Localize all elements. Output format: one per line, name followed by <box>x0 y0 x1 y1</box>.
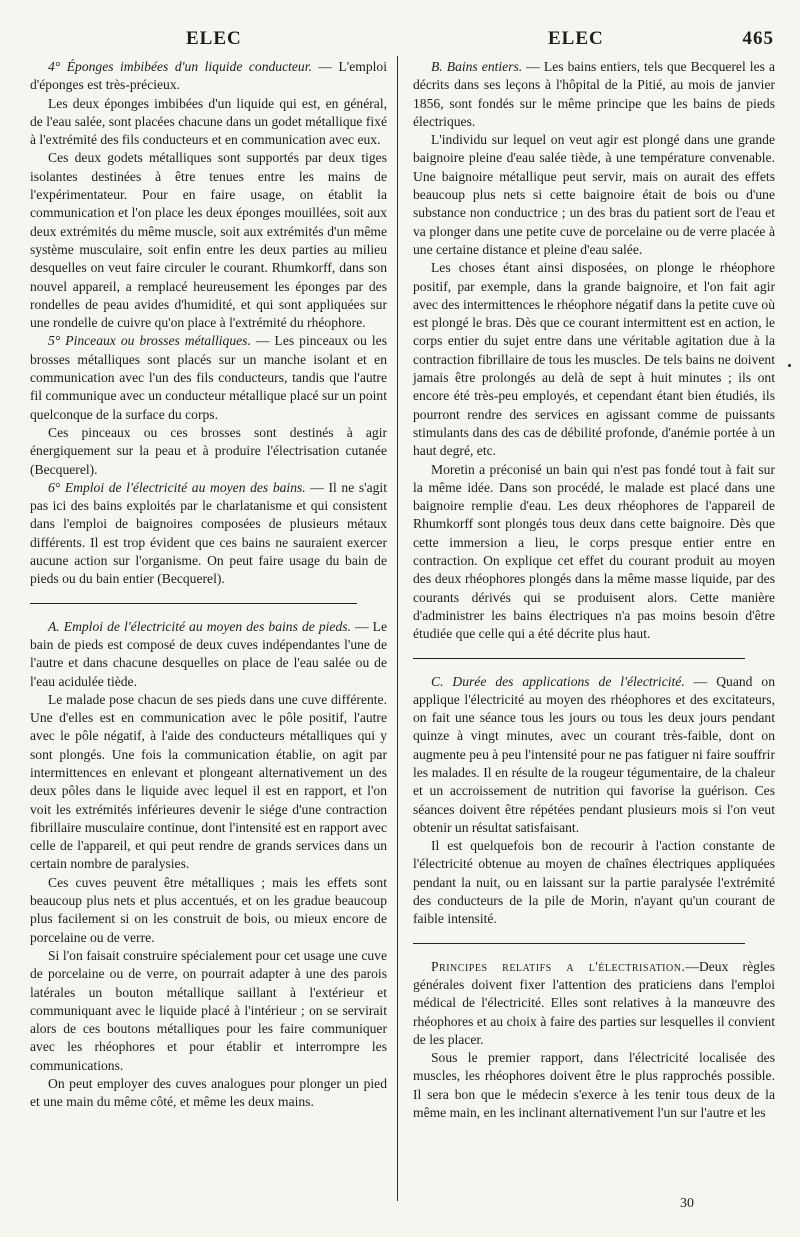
paragraph-heading: A. Emploi de l'électricité au moyen des bains de pieds. <box>48 618 351 634</box>
paragraph <box>413 958 775 1049</box>
paragraph-text: Les choses étant ainsi disposées, on plonge le rhéophore positif, par exemple, dans la grande baignoire, et l'on fait agir avec des intermittences le rhéophore négatif dans la petite cuve où est plongé le bras. Dès que ce courant intermittent est en action, le corps entier du sujet entre dans une véritable agitation due à la contraction fibrillaire de tous les muscles. De tels bains ne doivent jamais être prolongés au delà de sept à huit minutes ; ils ont encore été très-peu employés, et cependant étant bien étudiés, ils pourront rendre des services en agissant comme de puissants stimulants dans des cas de débilité profonde, d'anémie portée à un haut degré, etc. <box>413 260 775 459</box>
paragraph <box>413 837 775 928</box>
section-rule <box>413 658 745 659</box>
paragraph <box>30 618 387 691</box>
section-heading: Principes relatifs a l'électrisation. <box>431 958 686 974</box>
paragraph-heading: C. Durée des applications de l'électricité. <box>431 673 685 689</box>
paragraph-text: —Deux règles générales doivent fixer l'attention des praticiens dans l'emploi médical de l'électricité. Elles sont relatives à la manœuvre des rhéophores et au choix à faire des parties sur lesquelles il convient de les placer. <box>413 958 775 1047</box>
header-right-word: ELEC <box>548 28 604 49</box>
paragraph <box>30 479 387 589</box>
paragraph-text: Le malade pose chacun de ses pieds dans une cuve différente. Une d'elles est en communication avec le pôle positif, l'autre avec le pôle négatif, à l'aide des conducteurs métalliques qui y sont plongés. Une fois la communication établie, on agit par intermittences en enlevant et plongeant alternativement un des deux pôles dans le liquide avec lequel il est en rapport, et l'on voit les extrémités inférieures devenir le siége d'une contraction fibrillaire musculaire continue, dont l'intensité est en rapport avec celle de l'appareil, et qui peut rendre de grands services dans un certain nombre de paralysies. <box>30 691 387 872</box>
paragraph-text: On peut employer des cuves analogues pour plonger un pied et une main du même côté, et même les deux mains. <box>30 1076 387 1110</box>
paragraph-text: L'individu sur lequel on veut agir est plongé dans une grande baignoire pleine d'eau salée tiède, à une température convenable. Une baignoire métallique peut servir, mais on aurait des effets beaucoup plus nets si cette baignoire était de bois ou d'une substance non conductrice ; un des bras du patient sort de l'eau et va plonger dans une petite cuve de porcelaine ou de verre placée à une certaine distance et pleine d'eau salée. <box>413 132 775 257</box>
paragraph <box>413 131 775 259</box>
paragraph <box>30 874 387 947</box>
paragraph-text: Sous le premier rapport, dans l'électricité localisée des muscles, les rhéophores doivent être le plus rapprochés possible. Il sera bon que le médecin s'exerce à les tenir tous deux de la même main, en les inclinant alternativement l'un sur l'autre et les <box>413 1050 775 1121</box>
paragraph-text: — Quand on applique l'électricité au moyen des rhéophores et des excitateurs, on fait une séance tous les jours ou tous les deux jours pendant quinze à vingt minutes, avec un courant très-faible, dont on augmente peu à peu l'intensité pour ne pas fatiguer ni faire souffrir les malades. Il en résulte de la rougeur tégumentaire, de la chaleur et un accroissement de nutrition qui favorise la guérison. Ces séances doivent être répétées pendant plusieurs mois si l'on veut obtenir un résultat satisfaisant. <box>413 673 775 835</box>
running-header <box>18 28 782 54</box>
paragraph <box>30 691 387 874</box>
paragraph-heading: 5° Pinceaux ou brosses métalliques. <box>48 333 251 349</box>
paragraph-heading: B. Bains entiers. <box>431 59 523 74</box>
paragraph <box>413 259 775 460</box>
paragraph <box>30 58 387 95</box>
paragraph-text: Moretin a préconisé un bain qui n'est pas fondé tout à fait sur la même idée. Dans son procédé, le malade est placé dans une baignoire remplie d'eau. Les deux rhéophores de l'appareil de Rhumkorff sont plongés tous deux dans cette baignoire. Dès que cette immersion a lieu, le corps presque entier entre en contraction. On explique cet effet du courant produit au moyen des deux rhéophores plongés dans la même masse liquide, par des courants dérivés qui se produisent alors. Cette manière d'administrer les bains électriques n'a pas moins besoin d'être étudiée que celle qui a été décrite plus haut. <box>413 461 775 642</box>
paragraph <box>413 1049 775 1122</box>
paragraph <box>30 149 387 332</box>
paragraph-text: Ces deux godets métalliques sont supportés par deux tiges isolantes destinées à être tenues entre les mains de l'expérimentateur. Pour en faire usage, on établit la communication et l'on place les deux éponges mouillées, soit aux deux extrémités du même muscle, soit aux extrémités d'un même système musculaire, soit enfin entre les deux parties au milieu desquelles on veut faire circuler le courant. Rhumkorff, dans son nouvel appareil, a remplacé heureusement les éponges par des rondelles de peau avides d'humidité, et qui sont appliquées sur une rondelle de cuivre qu'on place à l'extrémité du rhéophore. <box>30 150 387 331</box>
paragraph-text: — L'emploi d'éponges est très-précieux. <box>30 59 387 93</box>
paragraph-text: — Les pinceaux ou les brosses métalliques sont placés sur un manche isolant et en communication avec l'un des fils conducteurs, tandis que l'autre fil communique avec un conducteur métallique placé sur un point quelconque de la surface du corps. <box>30 333 387 422</box>
paragraph <box>413 673 775 838</box>
paragraph-text: Si l'on faisait construire spécialement pour cet usage une cuve de porcelaine ou de verre, on pourrait adapter à une des parois latérales un bouton métallique saillant à l'extérieur et communiquant avec le liquide placé à l'intérieur ; on se servirait alors de ces boutons métalliques pour les faire communiquer avec les rhéophores et pour établir et interrompre les communications. <box>30 947 387 1073</box>
paragraph <box>413 461 775 644</box>
paragraph-text: Les deux éponges imbibées d'un liquide qui est, en général, de l'eau salée, sont placées chacune dans un godet métallique fixé à l'extrémité des fils conducteurs et en communication avec eux. <box>30 95 387 148</box>
paragraph-text: Ces pinceaux ou ces brosses sont destinés à agir énergiquement sur la peau et à produire l'électrisation cutanée (Becquerel). <box>30 424 387 477</box>
right-column <box>413 58 775 1122</box>
page-number: 465 <box>742 28 774 49</box>
paragraph-heading: 4° Éponges imbibées d'un liquide conducteur. <box>48 59 312 74</box>
section-rule <box>30 603 357 604</box>
paragraph-text: Ces cuves peuvent être métalliques ; mais les effets sont beaucoup plus nets et plus accentués, et on les gradue beaucoup plus facilement si on les construit de bois, ou mieux encore de porcelaine ou de verre. <box>30 874 387 945</box>
margin-mark <box>788 364 791 367</box>
paragraph <box>30 424 387 479</box>
paragraph-text: — Il ne s'agit pas ici des bains exploités par le charlatanisme et qui consistent dans l'emploi de baignoires composées de plusieurs métaux différents. Il est trop évident que ces bains ne sauraient exercer aucune action sur l'organisme. On peut faire usage du bain de pieds ou du bain entier (Becquerel). <box>30 479 387 587</box>
header-left-word: ELEC <box>186 28 242 49</box>
paragraph <box>30 1075 387 1112</box>
signature-mark: 30 <box>680 1196 694 1211</box>
column-divider <box>397 56 398 1201</box>
paragraph <box>30 332 387 423</box>
section-rule <box>413 943 745 944</box>
paragraph-text: — Le bain de pieds est composé de deux cuves indépendantes l'une de l'autre et dans chacune desquelles on place de l'eau salée ou de l'eau acidulée tiède. <box>30 618 387 689</box>
left-column <box>30 58 387 1112</box>
paragraph <box>413 58 775 131</box>
paragraph-text: — Les bains entiers, tels que Becquerel les a décrits dans ses leçons à l'hôpital de la Pitié, au mois de janvier 1856, sont fondés sur le même principe que les bains de pieds électriques. <box>413 59 775 129</box>
paragraph-text: Il est quelquefois bon de recourir à l'action constante de l'électricité obtenue au moyen de chaînes électriques appliquées pendant la nuit, ou en laissant sur la partie paralysée l'extrémité des conducteurs de la pile de Morin, n'ayant qu'un courant de faible intensité. <box>413 838 775 927</box>
paragraph <box>30 95 387 150</box>
paragraph-heading: 6° Emploi de l'électricité au moyen des bains. <box>48 479 306 495</box>
paragraph <box>30 947 387 1075</box>
